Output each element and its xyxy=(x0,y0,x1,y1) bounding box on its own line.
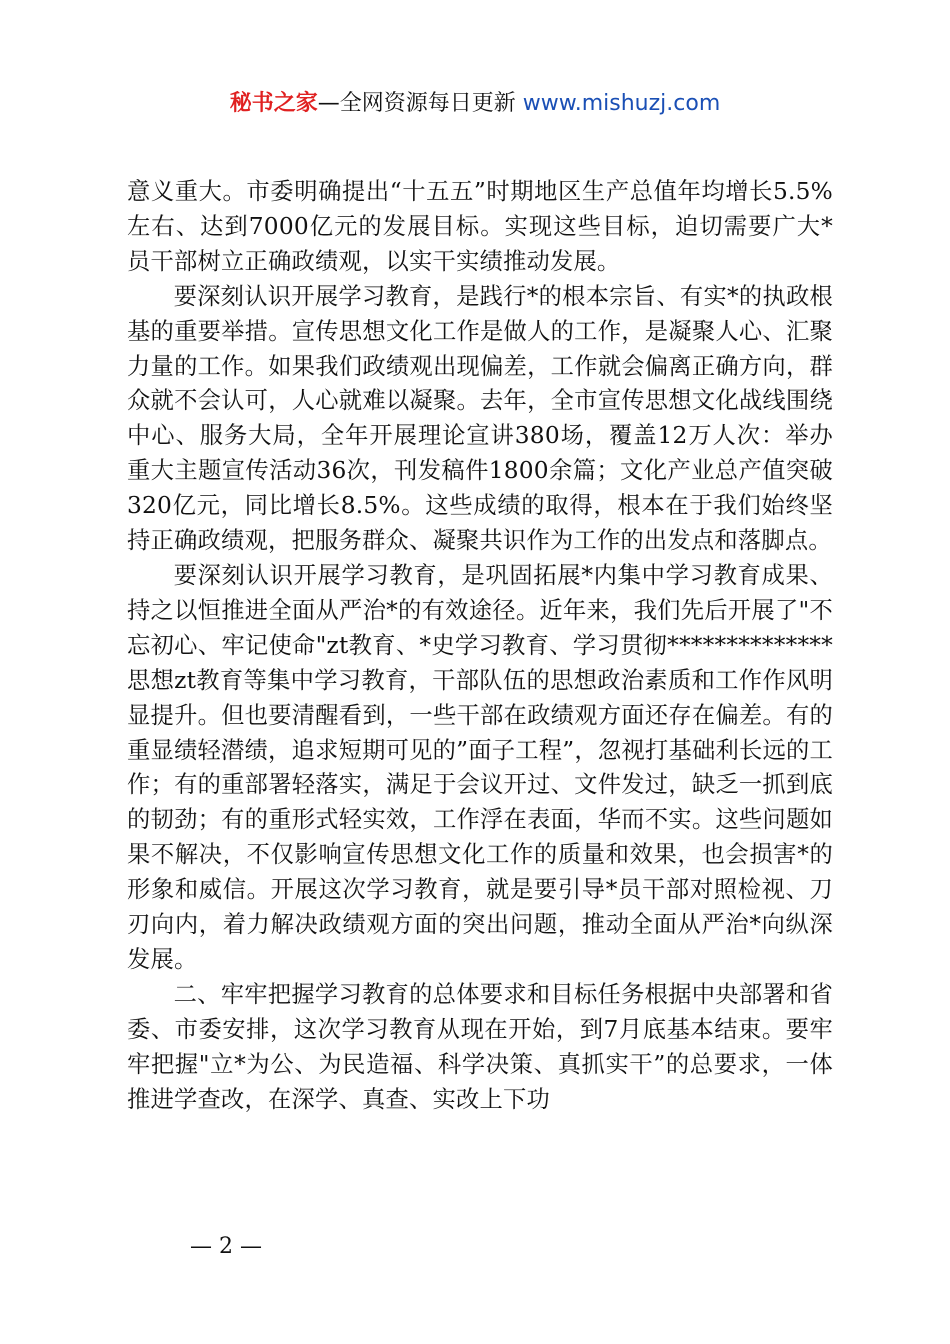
paragraph: 要深刻认识开展学习教育，是践行*的根本宗旨、有实*的执政根基的重要举措。宣传思想文化工作是做人的工作，是凝聚人心、汇聚力量的工作。如果我们政绩观出现偏差，工作就会偏离正确方向，群众就不会认可，人心就难以凝聚。去年，全市宣传思想文化战线围绕中心、服务大局，全年开展理论宣讲380场，覆盖12万人次：举办重大主题宣传活动36次，刊发稿件1800余篇；文化产业总产值突破320亿元，同比增长8.5%。这些成绩的取得，根本在于我们始终坚持正确政绩观，把服务群众、凝聚共识作为工作的出发点和落脚点。 xyxy=(127,282,833,555)
paragraph: 要深刻认识开展学习教育，是巩固拓展*内集中学习教育成果、持之以恒推进全面从严治*的有效途径。近年来，我们先后开展了"不忘初心、牢记使命"zt教育、*史学习教育、学习贯彻**************思想zt教育等集中学习教育，干部队伍的思想政治素质和工作作风明显提升。但也要清醒看到，一些干部在政绩观方面还存在偏差。有的重显绩轻潜绩，追求短期可见的”面子工程”，忽视打基础利长远的工作；有的重部署轻落实，满足于会议开过、文件发过，缺乏一抓到底的韧劲；有的重形式轻实效，工作浮在表面，华而不实。这些问题如果不解决，不仅影响宣传思想文化工作的质量和效果，也会损害*的形象和威信。开展这次学习教育，就是要引导*员干部对照检视、刀刃向内，着力解决政绩观方面的突出问题，推动全面从严治*向纵深发展。 xyxy=(127,561,833,973)
site-url-link[interactable]: www.mishuzj.com xyxy=(522,91,721,116)
paragraph-continued: 意义重大。市委明确提出“十五五”时期地区生产总值年均增长5.5%左右、达到7000亿元的发展目标。实现这些目标，迫切需要广大*员干部树立正确政绩观，以实干实绩推动发展。 xyxy=(127,178,833,275)
site-header xyxy=(0,86,950,122)
brand-name: 秘书之家 xyxy=(229,91,318,116)
page-number: — 2 — xyxy=(190,1234,262,1259)
header-tagline: 全网资源每日更新 xyxy=(339,91,516,116)
paragraph-section-two: 二、牢牢把握学习教育的总体要求和目标任务根据中央部署和省委、市委安排，这次学习教育从现在开始，到7月底基本结束。要牢牢把握"立*为公、为民造福、科学决策、真抓实干”的总要求，一体推进学查改，在深学、真查、实改上下功 xyxy=(127,980,833,1113)
document-body xyxy=(127,175,833,1117)
header-dash: — xyxy=(317,91,340,116)
